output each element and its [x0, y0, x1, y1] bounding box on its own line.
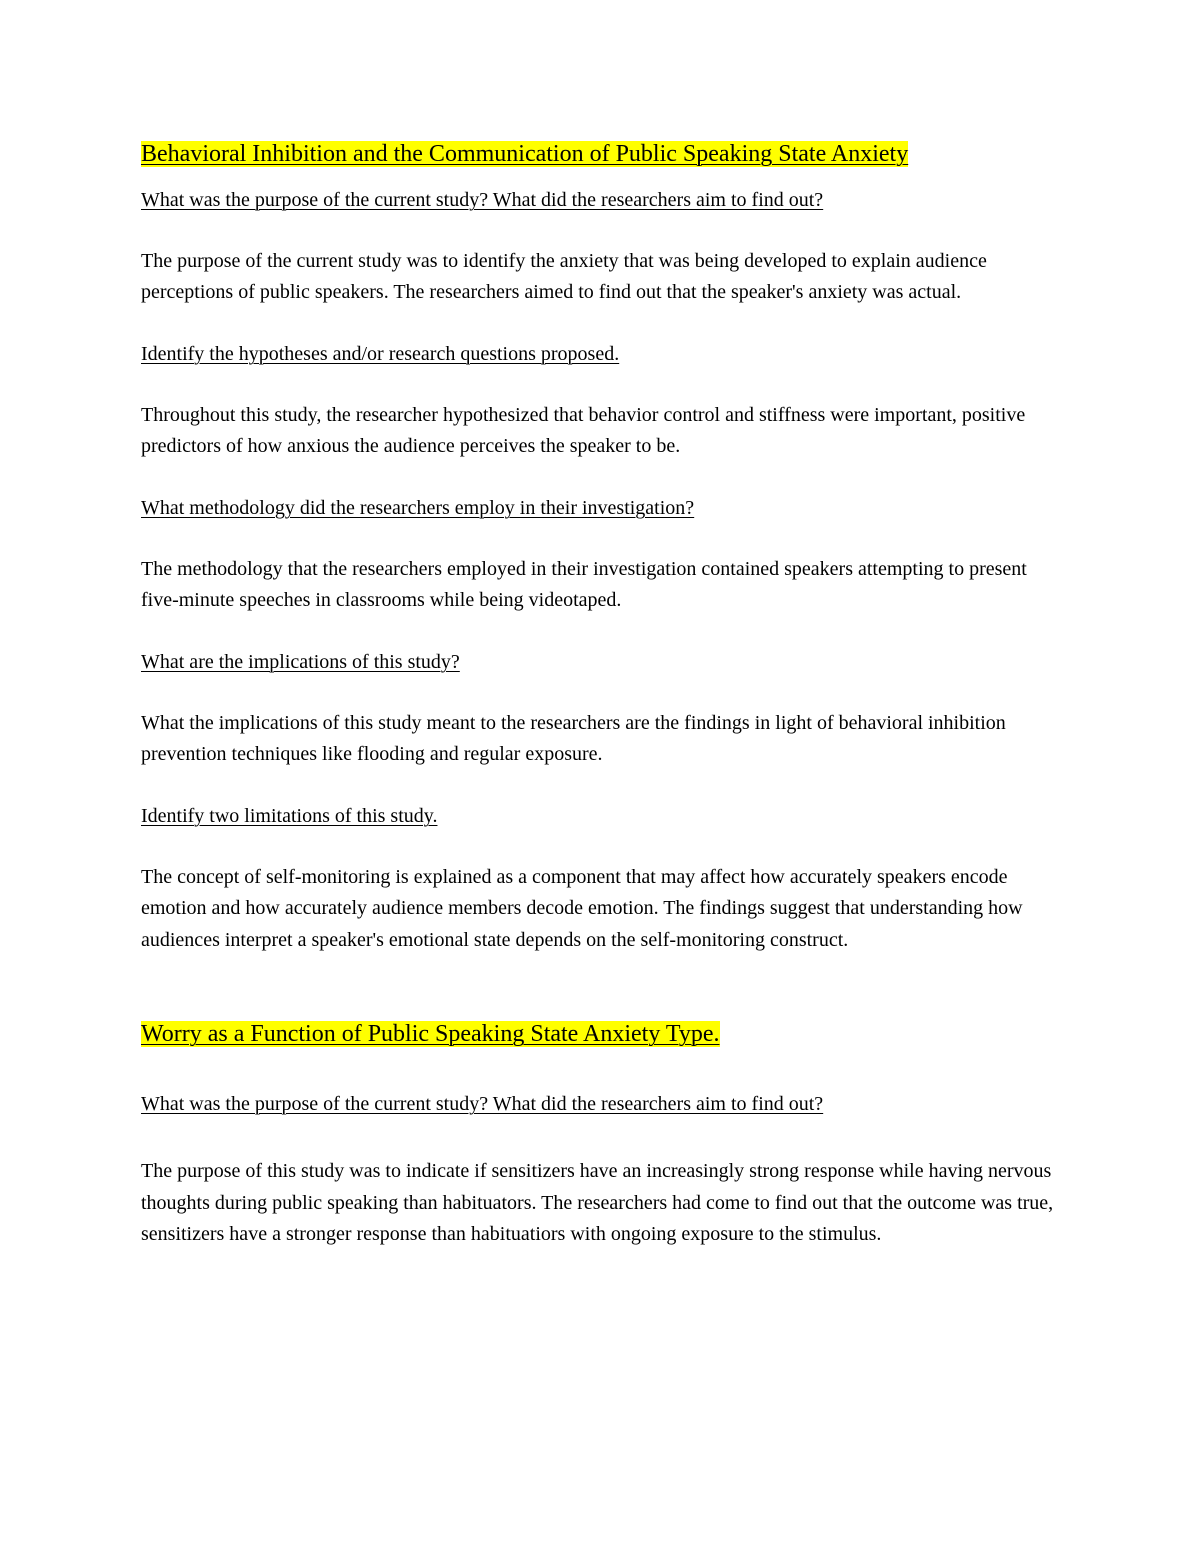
section-2-heading-block	[141, 1020, 1061, 1049]
section-1-question-2: Identify the hypotheses and/or research questions proposed.	[141, 342, 620, 365]
section-1-question-1: What was the purpose of the current study? What did the researchers aim to find out?	[141, 188, 824, 211]
section-1-question-4: What are the implications of this study?	[141, 650, 460, 673]
section-1-question-3: What methodology did the researchers employ in their investigation?	[141, 496, 695, 519]
section-2-question-1: What was the purpose of the current study? What did the researchers aim to find out?	[141, 1093, 824, 1116]
section-1-answer-3: The methodology that the researchers employed in their investigation contained speakers attempting to present five-minute speeches in classrooms while being videotaped.	[141, 557, 1027, 612]
document-page	[141, 140, 1061, 1251]
section-2-answer-1: The purpose of this study was to indicate if sensitizers have an increasingly strong response while having nervous thoughts during public speaking than habituators. The researchers had come to find out that the outcome was true, sensitizers have a stronger response than habituatiors with ongoing exposure to the stimulus.	[141, 1160, 1054, 1246]
section-1-answer-2: Throughout this study, the researcher hypothesized that behavior control and stiffness were important, positive predictors of how anxious the audience perceives the speaker to be.	[141, 403, 1026, 458]
section-1-title: Behavioral Inhibition and the Communication of Public Speaking State Anxiety	[141, 141, 909, 167]
section-1-answer-4: What the implications of this study meant to the researchers are the findings in light of behavioral inhibition prevention techniques like flooding and regular exposure.	[141, 711, 1006, 766]
section-1-question-5: Identify two limitations of this study.	[141, 804, 438, 827]
section-1-heading-block	[141, 140, 1061, 169]
section-2-title: Worry as a Function of Public Speaking State Anxiety Type.	[141, 1021, 720, 1048]
section-1-answer-5: The concept of self-monitoring is explained as a component that may affect how accurately speakers encode emotion and how accurately audience members decode emotion. The findings suggest that understanding how audiences interpret a speaker's emotional state depends on the self-monitoring construct.	[141, 865, 1023, 951]
section-1-answer-1: The purpose of the current study was to identify the anxiety that was being developed to explain audience perceptions of public speakers. The researchers aimed to find out that the speaker's anxiety was actual.	[141, 249, 987, 304]
